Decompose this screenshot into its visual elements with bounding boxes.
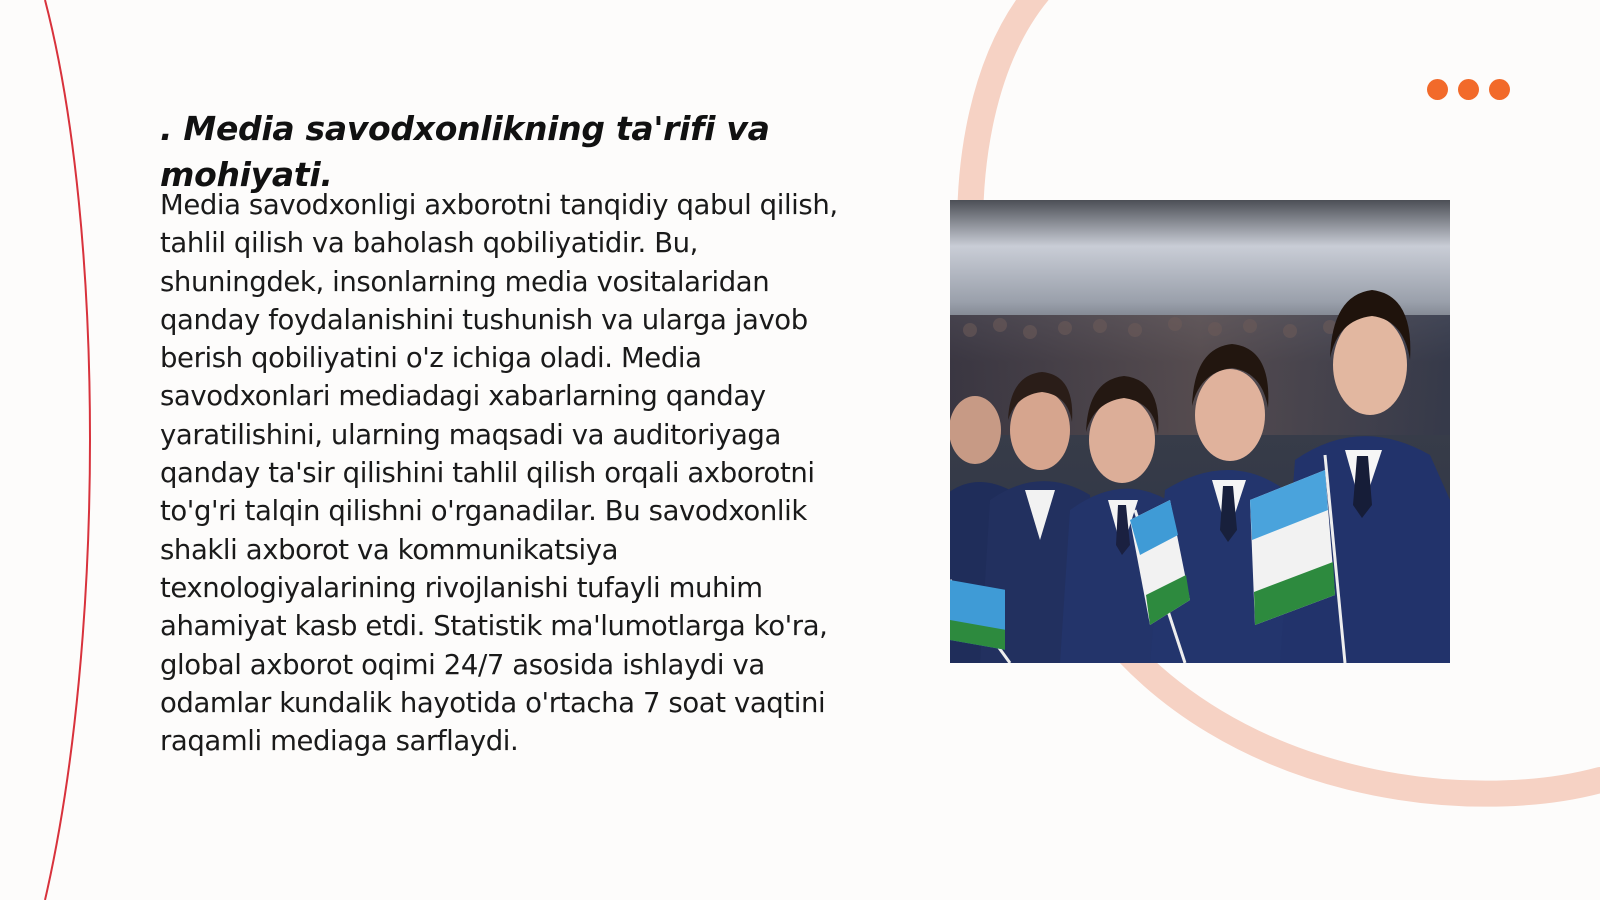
dot-1 [1427,79,1448,100]
dot-3 [1489,79,1510,100]
dot-2 [1458,79,1479,100]
left-red-curve [45,0,90,900]
slide-title: . Media savodxonlikning ta'rifi va mohiyati. [160,109,770,194]
students-photo-illustration [950,200,1450,663]
slide-body-text: Media savodxonligi axborotni tanqidiy qabul qilish, tahlil qilish va baholash qobiliyatidir. Bu, shuningdek, insonlarning media vositalaridan qanday foydalanishini tushunish va ularga javob berish qobiliyatini o'z ichiga oladi. Media savodxonlari mediadagi xabarlarning qanday yaratilishini, ularning maqsadi va auditoriyaga qanday ta'sir qilishini tahlil qilish orqali axborotni to'g'ri talqin qilishni o'rganadilar. Bu savodxonlik shakli axborot va kommunikatsiya texnologiyalarining rivojlanishi tufayli muhim ahamiyat kasb etdi. Statistik ma'lumotlarga ko'ra, global axborot oqimi 24/7 asosida ishlaydi va odamlar kundalik hayotida o'rtacha 7 soat vaqtini raqamli mediaga sarflaydi. [160,189,838,758]
three-dots-icon[interactable] [1427,79,1510,100]
students-photo [950,200,1450,663]
